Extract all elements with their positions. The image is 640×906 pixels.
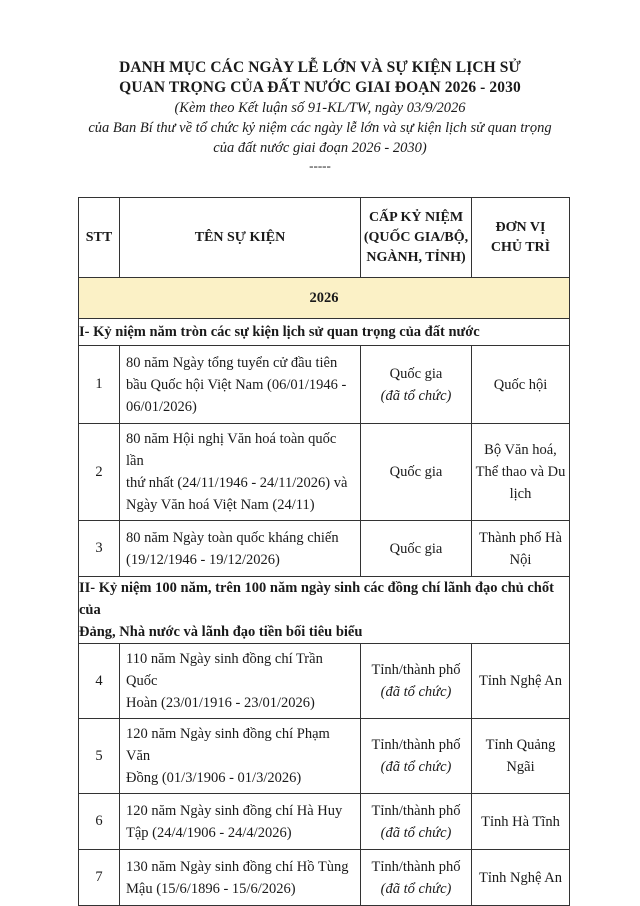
column-header-level-line-2: (QUỐC GIA/BỘ, bbox=[363, 229, 469, 245]
row-event bbox=[120, 719, 361, 794]
row-stt: 1 bbox=[79, 346, 120, 424]
row-level-text: Tỉnh/thành phố bbox=[371, 662, 461, 678]
column-header-organizer-line-2: CHỦ TRÌ bbox=[490, 239, 551, 255]
section-2-text-line-2: Đảng, Nhà nước và lãnh đạo tiền bối tiêu biểu bbox=[79, 624, 363, 640]
row-event bbox=[120, 644, 361, 719]
row-organizer bbox=[472, 794, 570, 850]
row-event bbox=[120, 850, 361, 906]
document-subtitle-line-1: (Kèm theo Kết luận số 91-KL/TW, ngày 03/9/2026 bbox=[174, 100, 466, 116]
row-level bbox=[361, 424, 472, 521]
column-header-level-line-1: CẤP KỶ NIỆM bbox=[368, 209, 464, 225]
row-event-line: (19/12/1946 - 19/12/2026) bbox=[126, 551, 280, 568]
row-organizer bbox=[472, 521, 570, 577]
row-event bbox=[120, 424, 361, 521]
section-2-title bbox=[79, 577, 570, 644]
row-level bbox=[361, 346, 472, 424]
row-organizer-text: Tỉnh Nghệ An bbox=[479, 869, 562, 886]
document-subtitle-line-3: của đất nước giai đoạn 2026 - 2030) bbox=[213, 140, 427, 156]
section-row bbox=[79, 577, 570, 644]
row-level-note: (đã tổ chức) bbox=[380, 684, 452, 700]
table-row bbox=[79, 850, 570, 906]
table-row bbox=[79, 644, 570, 719]
row-event-line: thứ nhất (24/11/1946 - 24/11/2026) và bbox=[126, 475, 348, 491]
row-event-line: Tập (24/4/1906 - 24/4/2026) bbox=[126, 824, 292, 841]
row-organizer bbox=[472, 346, 570, 424]
row-level-note: (đã tổ chức) bbox=[380, 759, 452, 775]
section-1-text: I- Kỷ niệm năm tròn các sự kiện lịch sử quan trọng của đất nước bbox=[79, 324, 480, 340]
row-stt: 5 bbox=[79, 719, 120, 794]
row-stt: 3 bbox=[79, 521, 120, 577]
row-organizer-text: Thành phố Hà Nội bbox=[479, 529, 562, 568]
row-organizer bbox=[472, 644, 570, 719]
row-event bbox=[120, 346, 361, 424]
row-level-text: Tỉnh/thành phố bbox=[371, 737, 461, 753]
row-event-line: 130 năm Ngày sinh đồng chí Hồ Tùng bbox=[126, 858, 349, 875]
document-title-line-1: DANH MỤC CÁC NGÀY LỄ LỚN VÀ SỰ KIỆN LỊCH SỬ bbox=[119, 59, 521, 76]
row-organizer-text: Tỉnh Quảng Ngãi bbox=[485, 737, 556, 775]
row-organizer-text: Quốc hội bbox=[493, 376, 548, 393]
row-event bbox=[120, 794, 361, 850]
section-row bbox=[79, 319, 570, 346]
row-event-line: 80 năm Hội nghị Văn hoá toàn quốc lần bbox=[126, 431, 337, 469]
column-header-event: TÊN SỰ KIỆN bbox=[120, 198, 361, 278]
table-row bbox=[79, 521, 570, 577]
year-row bbox=[79, 278, 570, 319]
row-organizer bbox=[472, 424, 570, 521]
row-event-line: Ngày Văn hoá Việt Nam (24/11) bbox=[126, 497, 315, 513]
separator: ----- bbox=[309, 158, 331, 173]
row-event-line: 120 năm Ngày sinh đồng chí Phạm Văn bbox=[126, 726, 330, 764]
row-event-line: Đồng (01/3/1906 - 01/3/2026) bbox=[126, 770, 302, 786]
row-event-line: Mậu (15/6/1896 - 15/6/2026) bbox=[126, 880, 296, 897]
row-stt: 4 bbox=[79, 644, 120, 719]
table-row bbox=[79, 794, 570, 850]
section-2-text-line-1: II- Kỷ niệm 100 năm, trên 100 năm ngày sinh các đồng chí lãnh đạo chủ chốt của bbox=[79, 580, 554, 618]
row-stt: 7 bbox=[79, 850, 120, 906]
column-header-level-line-3: NGÀNH, TỈNH) bbox=[366, 249, 466, 265]
year-label: 2026 bbox=[79, 278, 570, 319]
row-level bbox=[361, 521, 472, 577]
row-event-line: Hoàn (23/01/1916 - 23/01/2026) bbox=[126, 695, 315, 711]
row-level-text: Quốc gia bbox=[389, 540, 443, 557]
section-1-title bbox=[79, 319, 570, 346]
document-header bbox=[0, 58, 640, 172]
row-organizer-text: Thể thao và Du lịch bbox=[475, 464, 566, 502]
events-table bbox=[78, 197, 570, 906]
row-level-note: (đã tổ chức) bbox=[380, 387, 452, 404]
row-level-text: Tỉnh/thành phố bbox=[371, 802, 461, 819]
row-event-line: 80 năm Ngày tổng tuyển cử đầu tiên bbox=[126, 354, 338, 371]
table-row bbox=[79, 346, 570, 424]
row-stt: 6 bbox=[79, 794, 120, 850]
row-event-line: bầu Quốc hội Việt Nam (06/01/1946 - bbox=[126, 376, 347, 393]
row-level bbox=[361, 850, 472, 906]
row-level bbox=[361, 644, 472, 719]
row-organizer-text: Tỉnh Hà Tĩnh bbox=[481, 813, 560, 830]
row-organizer-text: Tỉnh Nghệ An bbox=[479, 673, 562, 689]
column-header-organizer-line-1: ĐƠN VỊ bbox=[495, 219, 546, 235]
table-header-row bbox=[79, 198, 570, 278]
row-level-text: Tỉnh/thành phố bbox=[371, 858, 461, 875]
row-event-line: 120 năm Ngày sinh đồng chí Hà Huy bbox=[126, 802, 343, 819]
row-event-line: 06/01/2026) bbox=[126, 398, 197, 415]
row-organizer bbox=[472, 850, 570, 906]
row-level-note: (đã tổ chức) bbox=[380, 824, 452, 841]
document-subtitle-line-2: của Ban Bí thư về tổ chức kỷ niệm các ngày lễ lớn và sự kiện lịch sử quan trọng bbox=[88, 120, 552, 136]
column-header-organizer bbox=[472, 198, 570, 278]
row-event bbox=[120, 521, 361, 577]
column-header-stt: STT bbox=[79, 198, 120, 278]
row-event-line: 80 năm Ngày toàn quốc kháng chiến bbox=[126, 529, 339, 546]
row-level bbox=[361, 794, 472, 850]
row-level bbox=[361, 719, 472, 794]
row-organizer bbox=[472, 719, 570, 794]
row-event-line: 110 năm Ngày sinh đồng chí Trần Quốc bbox=[126, 651, 323, 689]
row-organizer-text: Bộ Văn hoá, bbox=[484, 442, 557, 458]
row-level-text: Quốc gia bbox=[389, 365, 443, 382]
row-level-note: (đã tổ chức) bbox=[380, 880, 452, 897]
table-row bbox=[79, 424, 570, 521]
row-level-text: Quốc gia bbox=[389, 464, 443, 480]
row-stt: 2 bbox=[79, 424, 120, 521]
column-header-level bbox=[361, 198, 472, 278]
document-title-line-2: QUAN TRỌNG CỦA ĐẤT NƯỚC GIAI ĐOẠN 2026 - 2030 bbox=[119, 79, 521, 96]
table-row bbox=[79, 719, 570, 794]
